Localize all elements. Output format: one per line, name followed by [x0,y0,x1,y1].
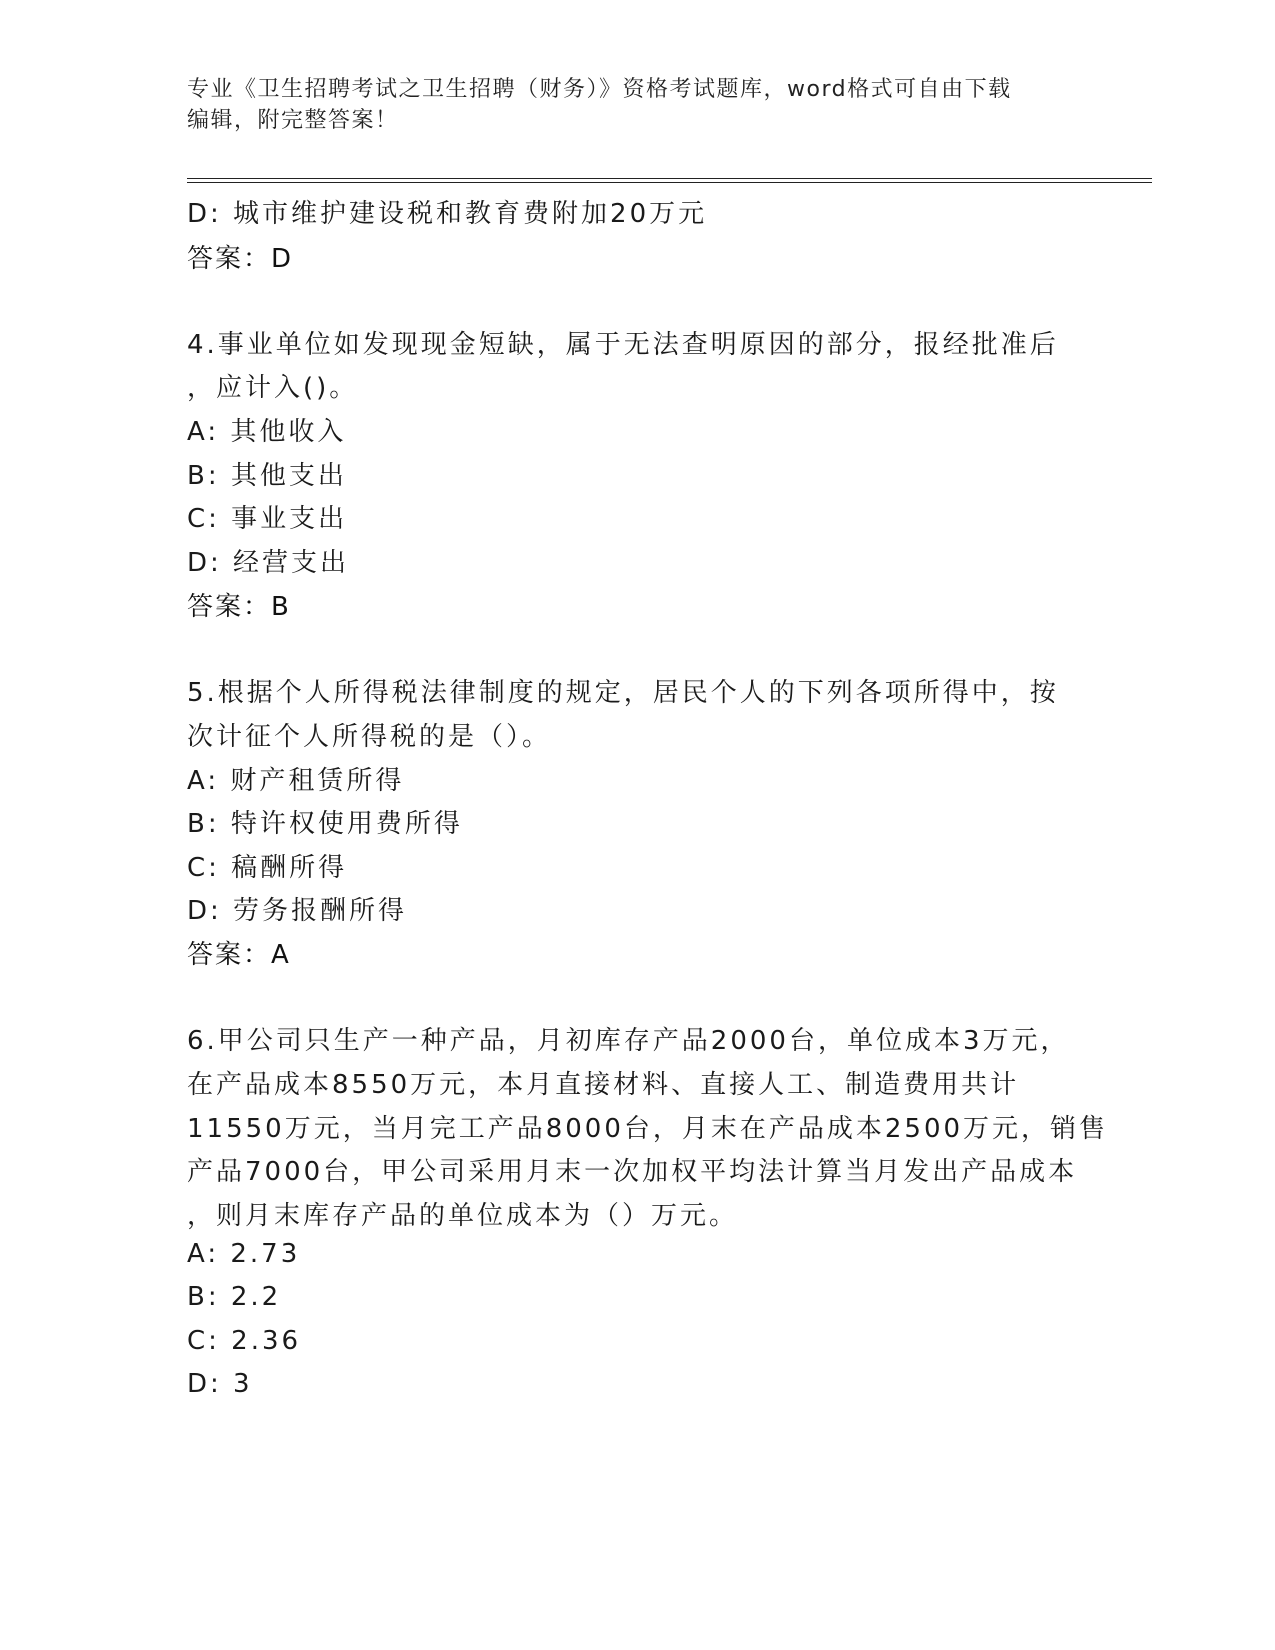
q3-option-d: D: 城市维护建设税和教育费附加20万元 [187,199,708,229]
q4-option-c: C: 事业支出 [187,504,348,534]
q5-option-b: B: 特许权使用费所得 [187,809,463,839]
header-divider-bottom [187,182,1152,183]
q4-option-b: B: 其他支出 [187,461,347,491]
q6-option-a: A: 2.73 [187,1239,301,1269]
q6-stem-line-1: 6.甲公司只生产一种产品，月初库存产品2000台，单位成本3万元， [187,1026,1070,1056]
q4-answer: 答案：B [187,592,291,622]
q4-option-d: D: 经营支出 [187,548,350,578]
q5-answer: 答案：A [187,940,291,970]
q4-option-a: A: 其他收入 [187,417,347,447]
q6-stem-line-3: 11550万元，当月完工产品8000台，月末在产品成本2500万元，销售 [187,1114,1109,1144]
q5-option-d: D: 劳务报酬所得 [187,896,408,926]
header-divider-top [187,178,1152,179]
q4-stem-line-1: 4.事业单位如发现现金短缺，属于无法查明原因的部分，报经批准后 [187,330,1059,360]
q6-stem-line-2: 在产品成本8550万元，本月直接材料、直接人工、制造费用共计 [187,1070,1020,1100]
q6-stem-line-4: 产品7000台，甲公司采用月末一次加权平均法计算当月发出产品成本 [187,1157,1078,1187]
q6-stem-line-5: ，则月末库存产品的单位成本为（）万元。 [187,1201,739,1231]
q5-stem-line-1: 5.根据个人所得税法律制度的规定，居民个人的下列各项所得中，按 [187,678,1059,708]
q4-stem-line-2: ，应计入()。 [187,373,359,403]
q3-answer: 答案：D [187,244,294,274]
q5-option-c: C: 稿酬所得 [187,853,348,883]
document-header [187,74,1067,136]
header-line-2: 编辑，附完整答案！ [187,108,399,133]
q5-stem-line-2: 次计征个人所得税的是（）。 [187,722,552,752]
header-line-1: 专业《卫生招聘考试之卫生招聘（财务）》资格考试题库，word格式可自由下载 [187,77,1012,102]
q6-option-b: B: 2.2 [187,1282,282,1312]
q5-option-a: A: 财产租赁所得 [187,766,405,796]
q6-option-c: C: 2.36 [187,1326,302,1356]
q6-option-d: D: 3 [187,1369,253,1399]
